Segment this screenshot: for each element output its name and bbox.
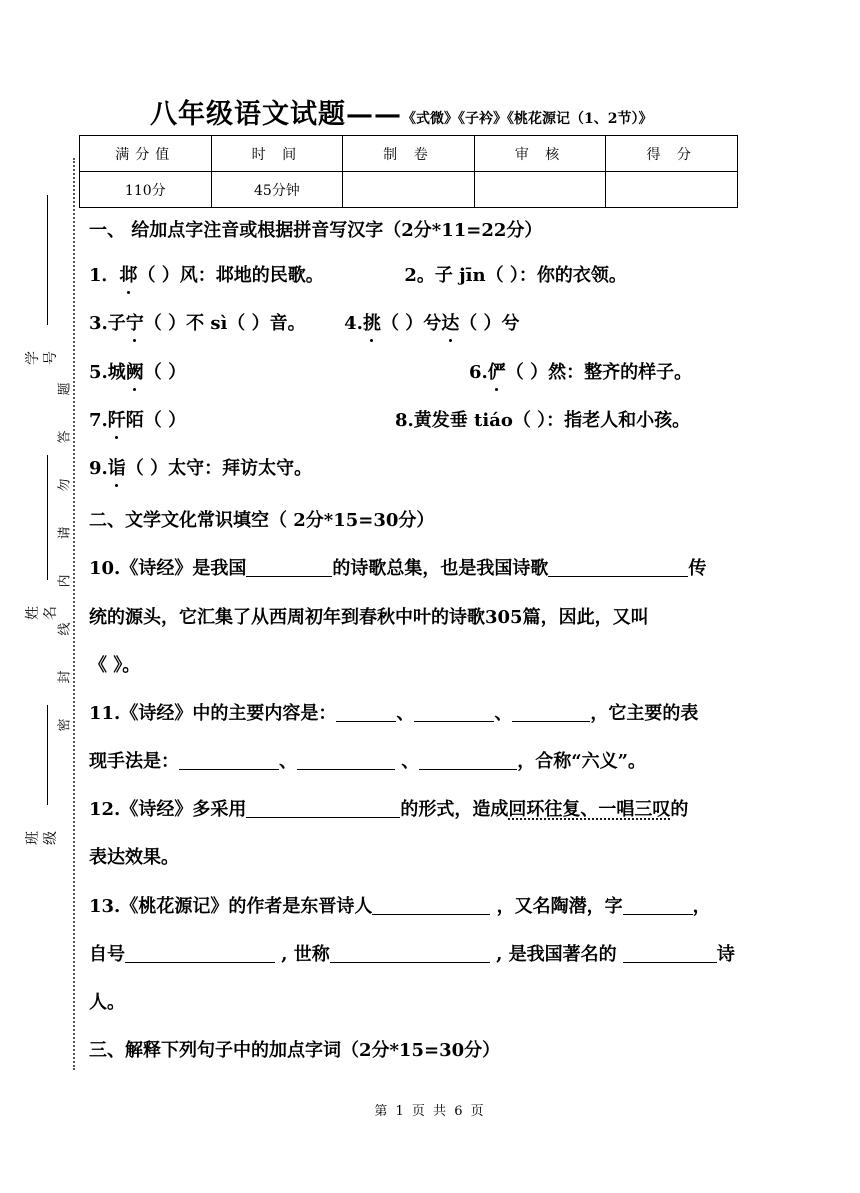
seal-text-column bbox=[56, 380, 76, 734]
class-label: 班级 bbox=[25, 831, 59, 845]
dotted-char: 邶 bbox=[120, 263, 138, 289]
question-3-4: 3.子宁（ ）不 sì（ ）音。 4.挑（ ）兮达（ ）兮 bbox=[89, 311, 520, 337]
question-9: 9.诣（ ）太守：拜访太守。 bbox=[89, 456, 312, 482]
exam-title bbox=[150, 92, 652, 131]
question-13-line-3: 人。 bbox=[89, 992, 125, 1013]
question-10-line-1: 10.《诗经》是我国 的诗歌总集，也是我国诗歌 传 bbox=[89, 558, 707, 579]
score-value-cell: 110分 bbox=[80, 172, 212, 208]
class-line bbox=[47, 705, 48, 805]
question-7-8: 7.阡陌（ ） 8.黄发垂 tiáo（ ）：指老人和小孩。 bbox=[89, 408, 774, 434]
dotted-char: 达 bbox=[441, 311, 459, 337]
answer-blank[interactable] bbox=[419, 749, 517, 770]
answer-blank[interactable] bbox=[246, 797, 400, 818]
question-10-line-3: 《 》。 bbox=[89, 655, 141, 676]
question-11-line-1: 11.《诗经》中的主要内容是： 、 、 ，它主要的表 bbox=[89, 703, 699, 724]
score-table-value-row bbox=[80, 172, 738, 208]
seal-char: 密 bbox=[57, 718, 73, 732]
question-1-2: 1．邶（ ）风：邶地的民歌。 2。子 jīn（ ）：你的衣领。 bbox=[89, 263, 627, 289]
dotted-char: 阙 bbox=[126, 360, 144, 386]
seal-char: 题 bbox=[57, 382, 73, 396]
score-value-cell bbox=[474, 172, 606, 208]
seal-char: 封 bbox=[57, 670, 73, 684]
answer-blank[interactable] bbox=[512, 701, 590, 722]
dotted-char: 俨 bbox=[488, 360, 506, 386]
score-header-cell: 得 分 bbox=[606, 136, 738, 172]
student-no-line bbox=[47, 195, 48, 325]
pinyin: jīn bbox=[459, 265, 486, 286]
seal-char: 答 bbox=[57, 430, 73, 444]
answer-blank[interactable] bbox=[179, 749, 279, 770]
question-13-line-2: 自号 , 世称 , 是我国著名的 诗 bbox=[89, 944, 735, 965]
question-5-6: 5.城阙（ ） 6.俨（ ）然：整齐的样子。 bbox=[89, 360, 774, 386]
question-12-line-1: 12.《诗经》多采用 的形式，造成回环往复、一唱三叹的 bbox=[89, 799, 689, 820]
title-subtitle: 《式微》《子衿》《桃花源记（1、2节）》 bbox=[402, 111, 653, 127]
score-value-cell bbox=[343, 172, 475, 208]
question-13-line-1: 13.《桃花源记》的作者是东晋诗人 ，又名陶潜，字 ， bbox=[89, 896, 711, 917]
answer-blank[interactable] bbox=[297, 749, 395, 770]
section-three-heading: 三、解释下列句子中的加点字词（2分*15=30分） bbox=[89, 1040, 501, 1061]
score-table-header-row bbox=[80, 136, 738, 172]
score-value-cell bbox=[606, 172, 738, 208]
answer-blank[interactable] bbox=[246, 556, 332, 577]
section-two-heading: 二、文学文化常识填空（ 2分*15=30分） bbox=[89, 510, 435, 531]
name-line bbox=[47, 455, 48, 580]
answer-blank[interactable] bbox=[125, 942, 275, 963]
answer-blank[interactable] bbox=[414, 701, 494, 722]
seal-char: 内 bbox=[57, 574, 73, 588]
section-one-heading: 一、 给加点字注音或根据拼音写汉字（2分*11=22分） bbox=[89, 220, 543, 241]
seal-char: 请 bbox=[57, 526, 73, 540]
name-label: 姓名 bbox=[25, 606, 59, 620]
answer-blank[interactable] bbox=[548, 556, 688, 577]
question-12-line-2: 表达效果。 bbox=[89, 847, 179, 868]
question-11-line-2: 现手法是： 、 、 ，合称“六义”。 bbox=[89, 751, 646, 772]
seal-char: 勿 bbox=[57, 478, 73, 492]
dotted-char: 宁 bbox=[126, 311, 144, 337]
score-value-cell: 45分钟 bbox=[211, 172, 343, 208]
dotted-char: 挑 bbox=[363, 311, 381, 337]
page-footer: 第 1 页 共 6 页 bbox=[374, 1104, 486, 1119]
dotted-char: 阡 bbox=[108, 408, 126, 434]
score-header-cell: 时 间 bbox=[211, 136, 343, 172]
answer-blank[interactable] bbox=[623, 942, 717, 963]
score-table bbox=[79, 135, 738, 208]
answer-blank[interactable] bbox=[330, 942, 490, 963]
seal-char: 线 bbox=[57, 622, 73, 636]
answer-blank[interactable] bbox=[336, 701, 396, 722]
score-header-cell: 制 卷 bbox=[343, 136, 475, 172]
answer-blank[interactable] bbox=[372, 894, 490, 915]
title-main: 八年级语文试题—— bbox=[150, 99, 402, 130]
student-no-label: 学号 bbox=[25, 351, 59, 365]
dotted-char: 诣 bbox=[108, 456, 126, 482]
score-header-cell: 满分值 bbox=[80, 136, 212, 172]
question-10-line-2: 统的源头，它汇集了从西周初年到春秋中叶的诗歌305篇，因此，又叫 bbox=[89, 607, 649, 628]
answer-blank[interactable] bbox=[623, 894, 693, 915]
score-header-cell: 审 核 bbox=[474, 136, 606, 172]
